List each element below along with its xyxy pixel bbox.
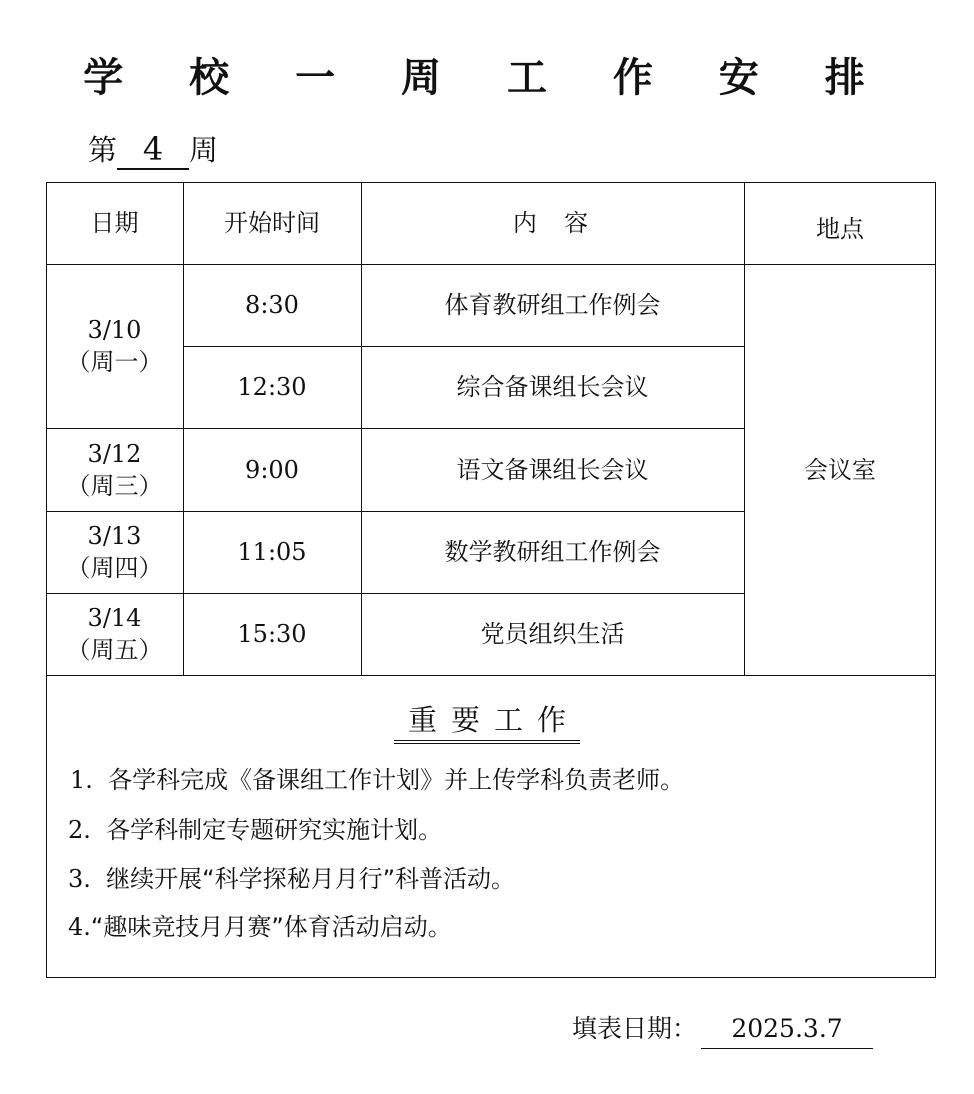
time-cell: 11:05: [237, 538, 307, 566]
page-title: 学 校 一 周 工 作 安 排: [83, 55, 891, 101]
date-value: 3/14: [87, 604, 142, 632]
week-suffix: 周: [189, 133, 219, 167]
date-cell: [46, 264, 183, 428]
content-cell: 数学教研组工作例会: [444, 538, 661, 566]
weekday-value: （周三）: [66, 471, 163, 500]
item-number: 2.: [68, 816, 91, 844]
header-start-time: 开始时间: [224, 209, 320, 237]
date-value: 3/13: [87, 522, 142, 550]
location-cell: 会议室: [804, 455, 876, 484]
week-indicator: [88, 128, 218, 172]
content-cell: 综合备课组长会议: [456, 373, 649, 401]
important-item: [68, 814, 442, 846]
weekday-value: （周四）: [66, 554, 163, 582]
date-value: 3/12: [87, 439, 142, 468]
item-text: 各学科制定专题研究实施计划。: [106, 816, 443, 844]
important-item: [68, 911, 452, 943]
time-cell: 12:30: [237, 373, 307, 401]
weekday-value: （周五）: [66, 636, 163, 664]
header-date: 日期: [90, 209, 139, 237]
important-item: [70, 764, 684, 796]
content-cell: 体育教研组工作例会: [444, 291, 661, 319]
date-value: 3/10: [87, 316, 142, 344]
week-number: 4: [117, 130, 189, 170]
date-cell: [46, 511, 183, 593]
time-cell: 8:30: [245, 291, 299, 319]
important-title-text: 重要工作: [394, 700, 580, 744]
item-text: 继续开展“科学探秘月月行”科普活动。: [106, 865, 516, 893]
important-item: [68, 863, 515, 895]
item-text: “趣味竞技月月赛”体育活动启动。: [90, 913, 452, 941]
item-number: 3.: [68, 865, 91, 893]
fill-date-label: 填表日期：: [572, 1014, 698, 1043]
header-location: 地点: [816, 215, 864, 243]
weekday-value: （周一）: [66, 348, 163, 376]
fill-date-value: 2025.3.7: [701, 1010, 873, 1049]
table-bottom-divider: [46, 675, 936, 676]
fill-date: [572, 1010, 873, 1049]
content-cell: 语文备课组长会议: [456, 455, 649, 484]
header-content-label: 内 容: [512, 209, 593, 237]
header-content: [361, 182, 744, 264]
item-number: 1.: [70, 766, 93, 794]
item-number: 4.: [68, 913, 91, 941]
content-cell: 党员组织生活: [480, 620, 625, 648]
week-prefix: 第: [88, 133, 118, 167]
date-cell: [46, 428, 183, 511]
time-cell: 9:00: [245, 455, 299, 484]
item-text: 各学科完成《备课组工作计划》并上传学科负责老师。: [108, 766, 685, 794]
date-cell: [46, 593, 183, 675]
important-section-title: [0, 700, 974, 744]
time-cell: 15:30: [237, 620, 307, 648]
